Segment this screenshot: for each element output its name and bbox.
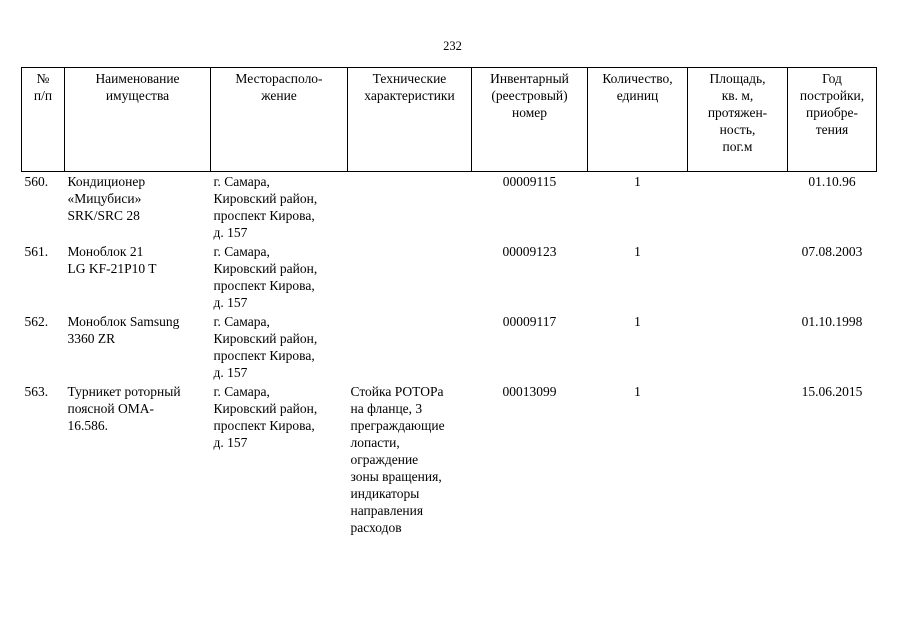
cell-quantity: 1 <box>634 244 641 259</box>
cell-area <box>688 172 788 243</box>
cell-number: 561. <box>24 244 49 259</box>
header-number: № п/п <box>22 68 65 172</box>
header-location: Месторасполо- жение <box>211 68 348 172</box>
header-area: Площадь, кв. м, протяжен- ность, пог.м <box>688 68 788 172</box>
cell-inventory: 00009115 <box>502 174 557 189</box>
cell-area <box>688 312 788 382</box>
cell-name: Моноблок Samsung 3360 ZR <box>67 314 180 346</box>
cell-quantity: 1 <box>634 384 641 399</box>
cell-year: 01.10.1998 <box>801 314 863 329</box>
cell-quantity: 1 <box>634 314 641 329</box>
header-year: Год постройки, приобре- тения <box>788 68 877 172</box>
cell-inventory: 00013099 <box>502 384 557 399</box>
property-registry-table <box>21 67 877 537</box>
cell-number: 563. <box>24 384 49 399</box>
cell-inventory: 00009117 <box>502 314 557 329</box>
cell-location: г. Самара, Кировский район, проспект Кирова, д. 157 <box>213 314 318 380</box>
cell-name: Турникет роторный поясной ОМА- 16.586. <box>67 384 181 433</box>
header-inventory-number: Инвентарный (реестровый) номер <box>472 68 588 172</box>
cell-inventory: 00009123 <box>502 244 557 259</box>
page-number: 232 <box>443 39 462 53</box>
cell-technical <box>348 312 472 382</box>
cell-technical <box>348 172 472 243</box>
cell-name: Кондиционер «Мицубиси» SRK/SRC 28 <box>67 174 146 223</box>
cell-number: 560. <box>24 174 49 189</box>
cell-location: г. Самара, Кировский район, проспект Кирова, д. 157 <box>213 244 318 310</box>
cell-year: 01.10.96 <box>808 174 856 189</box>
cell-area <box>688 242 788 312</box>
header-name: Наименование имущества <box>65 68 211 172</box>
cell-quantity: 1 <box>634 174 641 189</box>
cell-location: г. Самара, Кировский район, проспект Кирова, д. 157 <box>213 174 318 240</box>
header-technical-characteristics: Технические характеристики <box>348 68 472 172</box>
table-row <box>22 382 877 537</box>
cell-technical <box>348 242 472 312</box>
cell-year: 15.06.2015 <box>801 384 863 399</box>
cell-area <box>688 382 788 537</box>
table-row <box>22 172 877 243</box>
table-row <box>22 312 877 382</box>
header-quantity: Количество, единиц <box>588 68 688 172</box>
cell-year: 07.08.2003 <box>801 244 863 259</box>
cell-technical: Стойка РОТОРа на фланце, 3 преграждающие лопасти, ограждение зоны вращения, индикаторы направления расходов <box>350 384 445 535</box>
cell-name: Моноблок 21 LG KF-21P10 T <box>67 244 157 276</box>
cell-location: г. Самара, Кировский район, проспект Кирова, д. 157 <box>213 384 318 450</box>
table-header-row <box>22 68 877 172</box>
table-row <box>22 242 877 312</box>
cell-number: 562. <box>24 314 49 329</box>
